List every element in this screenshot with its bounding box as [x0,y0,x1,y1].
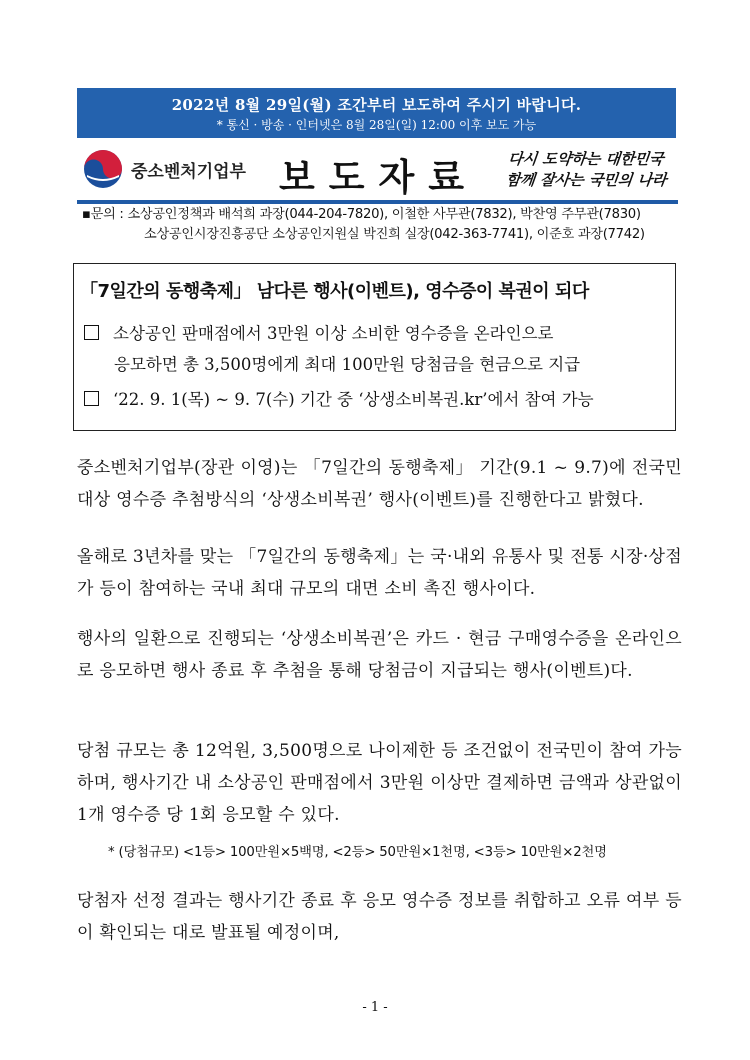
square-bullet-icon [84,325,99,340]
embargo-banner [77,88,676,138]
summary-bullet-2 [84,384,594,415]
ministry-logo [83,149,246,189]
headline: 「7일간의 동행축제」 남다른 행사(이벤트), 영수증이 복권이 되다 [80,281,589,302]
contact-line1: ▪문의 : 소상공인정책과 배석희 과장(044-204-7820), 이철한 사무관(7832), 박찬영 주무관(7830) [82,207,641,222]
taegeuk-icon [83,149,123,189]
bullet2-text: ‘22. 9. 1(목) ~ 9. 7(수) 기간 중 ‘상생소비복권.kr’에서 참여 가능 [113,390,594,409]
square-bullet-icon [84,391,99,406]
body-paragraph-4: 당첨 규모는 총 12억원, 3,500명으로 나이제한 등 조건없이 전국민이 참여 가능하며, 행사기간 내 소상공인 판매점에서 3만원 이상만 결제하면 금액과 상관없이 1개 영수증 당 1회 응모할 수 있다. [77,741,682,825]
ministry-name: 중소벤처기업부 [131,161,246,182]
contact-line2: 소상공인시장진흥공단 소상공인지원실 박진희 실장(042-363-7741), 이준호 과장(7742) [144,227,645,242]
summary-box [73,263,676,431]
body-paragraph-2: 올해로 3년차를 맞는 「7일간의 동행축제」는 국·내외 유통사 및 전통 시장·상점가 등이 참여하는 국내 최대 규모의 대면 소비 촉진 행사이다. [77,547,682,599]
page-number: - 1 - [362,1000,388,1015]
prize-note: * (당첨규모) <1등> 100만원×5백명, <2등> 50만원×1천명, <3등> 10만원×2천명 [108,845,607,860]
slogan-line2: 함께 잘사는 국민의 나라 [505,171,668,189]
bullet1-line1: 소상공인 판매점에서 3만원 이상 소비한 영수증을 온라인으로 [113,324,554,343]
embargo-line2: * 통신 · 방송 · 인터넷은 8월 28일(일) 12:00 이후 보도 가능 [216,118,537,132]
header-divider [77,200,678,204]
summary-bullet-1 [84,318,674,380]
body-paragraph-3: 행사의 일환으로 진행되는 ‘상생소비복권’은 카드 · 현금 구매영수증을 온라인으로 응모하면 행사 종료 후 추첨을 통해 당첨금이 지급되는 행사(이벤트)다. [77,629,682,681]
embargo-line1: 2022년 8월 29일(월) 조간부터 보도하여 주시기 바랍니다. [171,96,582,114]
slogan-line1: 다시 도약하는 대한민국 [507,150,665,168]
government-slogan [505,149,681,191]
press-header [77,147,677,199]
body-paragraph-1: 중소벤처기업부(장관 이영)는 「7일간의 동행축제」 기간(9.1 ~ 9.7)에 전국민 대상 영수증 추첨방식의 ‘상생소비복권’ 행사(이벤트)를 진행한다고 밝혔다. [77,458,682,510]
contact-info [82,205,645,245]
press-release-title: 보도자료 [279,155,478,199]
body-paragraph-5: 당첨자 선정 결과는 행사기간 종료 후 응모 영수증 정보를 취합하고 오류 여부 등이 확인되는 대로 발표될 예정이며, [77,891,682,943]
bullet1-line2: 응모하면 총 3,500명에게 최대 100만원 당첨금을 현금으로 지급 [114,355,581,374]
